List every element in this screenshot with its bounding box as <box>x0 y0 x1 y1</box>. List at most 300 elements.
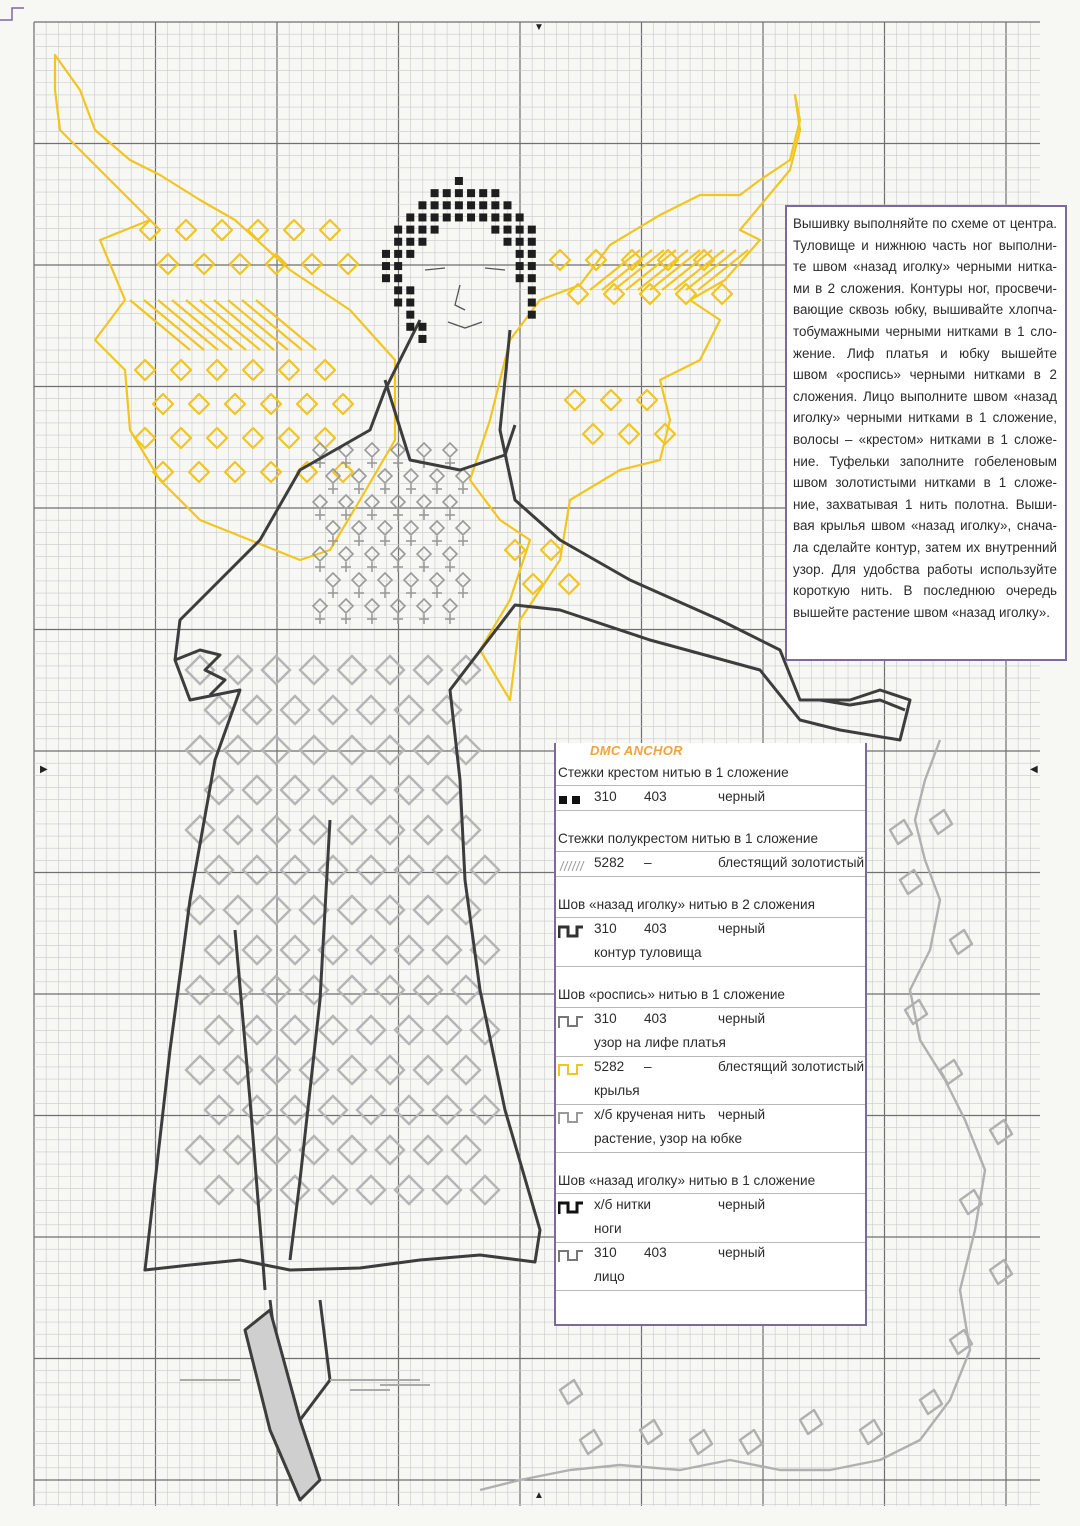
skirt-motif <box>452 816 480 844</box>
legend-anchor-code: 403 <box>644 1245 667 1260</box>
hair-stitch <box>431 226 439 234</box>
legend-anchor-code: 403 <box>644 921 667 936</box>
bodice-motif <box>443 443 457 457</box>
hair-stitch <box>467 189 475 197</box>
plant-leaf <box>690 1430 712 1454</box>
legend-entry <box>556 1011 865 1033</box>
hair-stitch <box>382 274 390 282</box>
bodice-motif <box>443 599 457 613</box>
legend-divider <box>556 1290 865 1291</box>
bodice-motif <box>365 599 379 613</box>
plant-leaf <box>800 1410 822 1434</box>
skirt-motif <box>376 736 404 764</box>
bodice-motif <box>365 443 379 457</box>
legend-entry <box>556 1197 865 1219</box>
legend-divider <box>556 785 865 786</box>
legend-usage-note: контур туловища <box>594 945 702 960</box>
skirt-motif <box>414 1056 442 1084</box>
backstitch-light-icon <box>558 1110 588 1126</box>
skirt-motif <box>205 1096 233 1124</box>
skirt-motif <box>262 656 290 684</box>
bodice-pattern <box>313 443 470 624</box>
skirt-motif <box>243 1016 271 1044</box>
skirt-motif <box>376 1056 404 1084</box>
skirt-motif <box>281 696 309 724</box>
instructions-line: те швом «назад иголку» черными нитка- <box>793 259 1057 275</box>
hair-stitch <box>406 213 414 221</box>
skirt-motif <box>300 816 328 844</box>
legend-divider <box>556 966 865 967</box>
hair-stitch <box>455 213 463 221</box>
hair-stitch <box>528 274 536 282</box>
legend-divider <box>556 810 865 811</box>
bodice-motif <box>352 521 366 535</box>
legend-section-title: Шов «роспись» нитью в 1 сложение <box>558 987 785 1002</box>
legend-dmc-code: 310 <box>594 1011 617 1026</box>
skirt-motif <box>205 1176 233 1204</box>
legend-color-name: черный <box>718 1011 766 1026</box>
hair-stitch <box>455 177 463 185</box>
legend-dmc-code: 5282 <box>594 855 625 870</box>
instructions-line: вая крылья швом «назад иголку», снача- <box>793 518 1057 534</box>
skirt-motif <box>471 1176 499 1204</box>
skirt-motif <box>281 1016 309 1044</box>
hair-stitch <box>406 250 414 258</box>
skirt-motif <box>414 1136 442 1164</box>
skirt-motif <box>357 1016 385 1044</box>
legend-dmc-code: 310 <box>594 1245 617 1260</box>
legend-entry <box>556 855 865 877</box>
bodice-motif <box>365 547 379 561</box>
center-arrow-bottom: ▲ <box>534 1490 544 1501</box>
legend-usage-note: лицо <box>594 1269 625 1284</box>
legend-color-name: черный <box>718 1245 766 1260</box>
wing-motif <box>619 424 639 444</box>
wing-motif <box>212 220 232 240</box>
ground-marks <box>180 1380 430 1390</box>
skirt-motif <box>414 656 442 684</box>
instructions-line: узор. Для удобства работы используйте <box>793 561 1057 577</box>
hair-stitch <box>516 250 524 258</box>
hair-stitch <box>443 201 451 209</box>
legend-color-name: блестящий золотистый <box>718 1059 865 1074</box>
skirt-motif <box>262 1136 290 1164</box>
hair-stitch <box>431 189 439 197</box>
bodice-motif <box>456 521 470 535</box>
wing-motif <box>568 284 588 304</box>
wing-motif <box>559 574 579 594</box>
legend-section-title: Стежки крестом нитью в 1 сложение <box>558 765 789 780</box>
bodice-motif <box>365 495 379 509</box>
skirt-motif <box>414 896 442 924</box>
skirt-motif <box>205 1016 233 1044</box>
skirt-motif <box>262 816 290 844</box>
skirt-motif <box>376 976 404 1004</box>
hair-stitch <box>516 262 524 270</box>
bodice-motif <box>404 521 418 535</box>
center-arrow-left: ▶ <box>40 764 48 775</box>
hair-stitch <box>491 189 499 197</box>
bodice-motif <box>417 599 431 613</box>
bodice-motif <box>313 495 327 509</box>
wing-motif <box>158 254 178 274</box>
legend-anchor-code: – <box>644 855 652 870</box>
bodice-motif <box>456 573 470 587</box>
instructions-line: волосы – «крестом» нитками в 1 сложе- <box>793 431 1057 447</box>
skirt-motif <box>319 1176 347 1204</box>
legend-usage-note: растение, узор на юбке <box>594 1131 743 1146</box>
skirt-motif <box>376 656 404 684</box>
hair-stitch <box>394 286 402 294</box>
legend-section-title: Стежки полукрестом нитью в 1 сложение <box>558 831 818 846</box>
skirt-motif <box>186 736 214 764</box>
plant-leaf <box>905 1000 927 1024</box>
legend-entry <box>556 789 865 811</box>
instructions-line: ми в 2 сложения. Контуры ног, просвечи- <box>793 280 1057 296</box>
wing-motif <box>320 220 340 240</box>
hair-stitch <box>504 226 512 234</box>
legend-divider <box>556 1152 865 1153</box>
wing-motif <box>171 360 191 380</box>
hair-stitch <box>394 299 402 307</box>
skirt-motif <box>452 1056 480 1084</box>
skirt-motif <box>300 736 328 764</box>
skirt-motif <box>186 1056 214 1084</box>
hair-stitch <box>443 213 451 221</box>
leg-line <box>235 930 265 1290</box>
mouth <box>448 322 482 328</box>
hair-stitch <box>516 238 524 246</box>
skirt-motif <box>205 936 233 964</box>
backstitch-black-icon <box>558 1200 588 1216</box>
backstitch-grey-icon <box>558 1248 588 1264</box>
wing-motif <box>338 254 358 274</box>
legend-entry <box>556 1245 865 1267</box>
legend-anchor-code: 403 <box>644 789 667 804</box>
hair-stitch <box>467 213 475 221</box>
hair-stitch <box>418 226 426 234</box>
hair-stitch <box>406 311 414 319</box>
wing-motif <box>171 428 191 448</box>
hair-stitch <box>528 299 536 307</box>
skirt-motif <box>243 936 271 964</box>
skirt-motif <box>243 696 271 724</box>
legend-entry-note <box>556 1269 865 1291</box>
hair-stitch <box>382 262 390 270</box>
skirt-motif <box>357 1176 385 1204</box>
hair <box>382 177 536 343</box>
skirt-motif <box>319 1016 347 1044</box>
hatch-icon <box>558 858 588 874</box>
bodice-motif <box>404 469 418 483</box>
hair-stitch <box>504 201 512 209</box>
skirt-motif <box>357 696 385 724</box>
instructions-text <box>793 213 1057 623</box>
hair-stitch <box>406 226 414 234</box>
center-arrow-top: ▼ <box>534 22 544 33</box>
hair-stitch <box>406 286 414 294</box>
legend-header: DMC ANCHOR <box>590 743 683 758</box>
legend-anchor-code: 403 <box>644 1011 667 1026</box>
hair-stitch <box>491 226 499 234</box>
plant-leaf <box>580 1430 602 1454</box>
right-eye <box>485 268 505 270</box>
bodice-motif <box>417 443 431 457</box>
bodice-motif <box>443 547 457 561</box>
bodice-motif <box>378 573 392 587</box>
hair-stitch <box>431 201 439 209</box>
skirt-motif <box>300 976 328 1004</box>
bodice-motif <box>430 573 444 587</box>
hair-stitch <box>528 311 536 319</box>
bodice-motif <box>313 599 327 613</box>
skirt-motif <box>281 1096 309 1124</box>
plant-leaf <box>990 1260 1012 1284</box>
instructions-line: вышейте растение швом «назад иголку». <box>793 604 1051 620</box>
backstitch-dark-icon <box>558 924 588 940</box>
legend-divider <box>556 1242 865 1243</box>
instructions-line: сложения. Лицо выполните швом «назад <box>793 388 1057 404</box>
skirt-motif <box>243 1096 271 1124</box>
plant-leaf <box>560 1380 582 1404</box>
hair-stitch <box>443 189 451 197</box>
hair-stitch <box>418 323 426 331</box>
hair-stitch <box>467 201 475 209</box>
hair-stitch <box>418 201 426 209</box>
wing-motif <box>176 220 196 240</box>
skirt-motif <box>281 936 309 964</box>
legend-divider <box>556 1056 865 1057</box>
nose <box>455 285 465 310</box>
instructions-line: вающие сквозь юбку, вышивайте хлопча- <box>793 302 1057 318</box>
hair-stitch <box>491 213 499 221</box>
instructions-line: Туловище и нижнюю часть ног выполни- <box>793 237 1057 253</box>
skirt-motif <box>186 976 214 1004</box>
hair-stitch <box>516 213 524 221</box>
skirt-motif <box>319 1096 347 1124</box>
legend-color-name: блестящий золотистый <box>718 855 865 870</box>
wing-motif <box>207 360 227 380</box>
legend-usage-note: ноги <box>594 1221 622 1236</box>
hair-stitch <box>491 201 499 209</box>
legend-section-title: Шов «назад иголку» нитью в 1 сложение <box>558 1173 816 1188</box>
plant-leaf <box>920 1390 942 1414</box>
legend-divider <box>556 851 865 852</box>
hair-stitch <box>504 238 512 246</box>
legend-entry-note <box>556 1035 865 1057</box>
wing-motif <box>225 462 245 482</box>
hair-stitch <box>516 226 524 234</box>
legend-color-name: черный <box>718 789 766 804</box>
legend-divider <box>556 917 865 918</box>
wing-motif <box>712 284 732 304</box>
wing-motif <box>637 390 657 410</box>
hair-stitch <box>479 201 487 209</box>
bodice-motif <box>378 521 392 535</box>
plant-leaf <box>950 930 972 954</box>
bodice-motif <box>339 599 353 613</box>
legend-divider <box>556 876 865 877</box>
instructions-line: ние, захватывая 1 нить полотна. Выши- <box>793 496 1057 512</box>
skirt-motif <box>452 896 480 924</box>
bodice-motif <box>339 495 353 509</box>
legend-divider <box>556 1007 865 1008</box>
legend-dmc-code: х/б крученая нить <box>594 1107 706 1122</box>
backstitch-grey-icon <box>558 1014 588 1030</box>
instructions-box <box>785 205 1067 661</box>
wing-motif <box>601 390 621 410</box>
wing-motif <box>261 462 281 482</box>
left-shoe <box>245 1310 320 1500</box>
legend-section-title: Шов «назад иголку» нитью в 2 сложения <box>558 897 815 912</box>
hair-stitch <box>504 213 512 221</box>
plant-leaf <box>900 870 922 894</box>
bodice-motif <box>417 547 431 561</box>
hair-stitch <box>382 250 390 258</box>
skirt-motif <box>376 1136 404 1164</box>
instructions-line: швом золотистыми нитками в 1 сложе- <box>793 475 1057 491</box>
skirt-motif <box>395 1176 423 1204</box>
center-arrow-right: ◀ <box>1030 764 1038 775</box>
instructions-line: тобумажными черными нитками в 1 сло- <box>793 323 1057 339</box>
wing-motif <box>135 360 155 380</box>
wing-motif <box>315 360 335 380</box>
wing-motif <box>207 428 227 448</box>
bodice-motif <box>378 469 392 483</box>
hair-stitch <box>394 250 402 258</box>
skirt-motif <box>376 896 404 924</box>
skirt-motif <box>414 976 442 1004</box>
plant-leaf <box>860 1420 882 1444</box>
wing-motif <box>230 254 250 274</box>
bodice-motif <box>352 469 366 483</box>
skirt-motif <box>376 816 404 844</box>
hair-stitch <box>406 323 414 331</box>
bodice-motif <box>352 573 366 587</box>
hair-stitch <box>406 299 414 307</box>
legend-entry-note <box>556 1221 865 1243</box>
legend-anchor-code: – <box>644 1059 652 1074</box>
skirt-motif <box>395 1096 423 1124</box>
skirt-motif <box>262 896 290 924</box>
hair-stitch <box>455 201 463 209</box>
hair-stitch <box>406 238 414 246</box>
legend-usage-note: крылья <box>594 1083 640 1098</box>
hair-stitch <box>418 335 426 343</box>
skirt-motif <box>262 1056 290 1084</box>
left-wing <box>55 55 395 560</box>
skirt-motif <box>471 1096 499 1124</box>
black-squares-icon <box>558 792 588 808</box>
skirt-motif <box>395 936 423 964</box>
legend-color-name: черный <box>718 921 766 936</box>
right-hand <box>820 700 905 710</box>
legend-divider <box>556 1104 865 1105</box>
bodice-motif <box>404 573 418 587</box>
skirt-motif <box>357 1096 385 1124</box>
legend-divider <box>556 1193 865 1194</box>
skirt-motif <box>319 696 347 724</box>
skirt-motif <box>281 1176 309 1204</box>
hair-stitch <box>431 213 439 221</box>
skirt-motif <box>395 696 423 724</box>
hair-stitch <box>528 250 536 258</box>
instructions-line: жение. Лиф платья и юбку вышейте <box>793 345 1057 361</box>
instructions-line: иголку» черными нитками в 1 сложение, <box>793 410 1057 426</box>
legend-color-name: черный <box>718 1107 766 1122</box>
hair-stitch <box>528 262 536 270</box>
hair-stitch <box>528 286 536 294</box>
legend-entry <box>556 1059 865 1081</box>
legend-entry-note <box>556 1131 865 1153</box>
hair-stitch <box>528 226 536 234</box>
crop-mark <box>0 8 24 20</box>
hair-stitch <box>394 226 402 234</box>
plant-leaf <box>990 1120 1012 1144</box>
skirt-motif <box>186 1136 214 1164</box>
skirt-motif <box>414 736 442 764</box>
bodice-motif <box>339 547 353 561</box>
hair-stitch <box>418 238 426 246</box>
skirt-motif <box>395 1016 423 1044</box>
skirt-motif <box>186 656 214 684</box>
plant-leaf <box>940 1060 962 1084</box>
legend-dmc-code: х/б нитки <box>594 1197 652 1212</box>
hair-stitch <box>394 262 402 270</box>
skirt-motif <box>357 936 385 964</box>
instructions-line: ла сделайте контур, затем их внутренний <box>793 539 1057 555</box>
skirt-pattern <box>186 656 499 1204</box>
skirt-motif <box>300 656 328 684</box>
skirt-motif <box>262 976 290 1004</box>
bodice-motif <box>430 521 444 535</box>
skirt-motif <box>262 736 290 764</box>
skirt-motif <box>452 1136 480 1164</box>
skirt-motif <box>414 816 442 844</box>
hair-stitch <box>479 213 487 221</box>
legend-dmc-code: 310 <box>594 921 617 936</box>
backstitch-gold-icon <box>558 1062 588 1078</box>
wing-motif <box>302 254 322 274</box>
legend-entry <box>556 921 865 943</box>
hair-stitch <box>394 238 402 246</box>
hair-stitch <box>418 213 426 221</box>
legend-entry-note <box>556 1083 865 1105</box>
legend-usage-note: узор на лифе платья <box>594 1035 726 1050</box>
hair-stitch <box>528 238 536 246</box>
bodice-motif <box>417 495 431 509</box>
thread-legend <box>554 743 867 1326</box>
instructions-line: ние. Туфельки заполните гобеленовым <box>793 453 1057 469</box>
skirt-motif <box>452 976 480 1004</box>
legend-entry-note <box>556 945 865 967</box>
legend-entry <box>556 1107 865 1129</box>
legend-color-name: черный <box>718 1197 766 1212</box>
wing-motif <box>565 390 585 410</box>
hair-stitch <box>479 189 487 197</box>
instructions-line: короткую нить. В последнюю очередь <box>793 583 1057 599</box>
instructions-line: швом «роспись» черными нитками в 2 <box>793 367 1057 383</box>
hair-stitch <box>394 274 402 282</box>
legend-dmc-code: 5282 <box>594 1059 625 1074</box>
plant-leaf <box>640 1420 662 1444</box>
bodice-motif <box>443 495 457 509</box>
instructions-line: Вышивку выполняйте по схеме от центра. <box>793 216 1057 231</box>
legend-dmc-code: 310 <box>594 789 617 804</box>
bodice-motif <box>430 469 444 483</box>
hair-stitch <box>516 274 524 282</box>
hair-stitch <box>455 189 463 197</box>
